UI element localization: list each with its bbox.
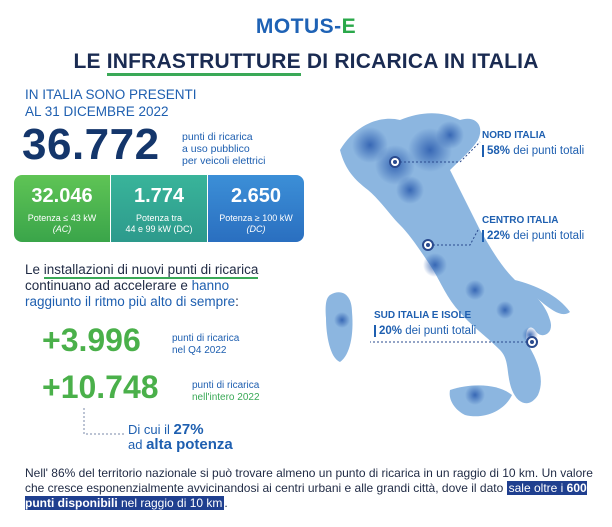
region-sud-pct: 20% [379,325,403,337]
total-charging-points: 36.772 [22,120,160,169]
total-desc-2: a uso pubblico [182,143,250,155]
power-box-line-1: Potenza tra [135,213,183,223]
footer-text [25,466,605,511]
sub-line-1a: Di cui il [128,422,174,437]
total-desc-3: per veicoli elettrici [182,155,266,167]
power-box-value: 2.650 [230,185,282,207]
power-box-line-1: Potenza ≥ 100 kW [219,213,293,223]
para-part-e: : [235,294,239,309]
power-box-line-2: 44 e 99 kW (DC) [125,224,193,234]
para-part-c: continuano ad accelerare e [25,278,192,293]
power-box-mid-dc [111,175,207,242]
logo-e: E [341,15,357,38]
power-box-high-dc [208,175,304,242]
footer-part-1: Nell' 86% del territorio nazionale si può trovare almeno un punto di ricarica in un raggio di 10 km. Un valore che cresce esponenzialmente avvicinandosi ai centri urbani e alle grandi città, dove il dato [25,466,593,495]
region-sud [374,310,476,337]
power-box-value: 1.774 [133,185,185,207]
region-centro-pct: 22% [487,230,511,242]
footer-hl-2: 600 punti disponibili [25,481,587,510]
stat-year-line-2: nell'intero 2022 [192,392,260,403]
growth-paragraph [25,262,280,310]
title-post: DI RICARICA IN ITALIA [300,50,539,73]
para-part-a: Le [25,262,44,277]
motus-e-logo: MOTUS-E [255,15,357,38]
stat-year-line-1: punti di ricarica [192,380,260,391]
footer-hl-1: sale oltre i [508,481,567,495]
region-nord-share [482,145,584,157]
region-nord [482,130,584,157]
footer-part-2: . [224,496,228,510]
power-box-label [208,213,304,235]
total-description [182,131,265,167]
stat-q4-value: +3.996 [42,322,141,358]
region-centro [482,215,584,242]
stat-year-value: +10.748 [42,369,159,405]
region-sud-txt: dei punti totali [402,325,477,337]
power-box-ac [14,175,110,242]
total-desc-1: punti di ricarica [182,131,253,143]
intro-line-1: IN ITALIA SONO PRESENTI [25,87,197,102]
power-box-value: 32.046 [31,185,93,207]
power-box-line-2: (AC) [52,224,72,234]
footer-hl-3: nel raggio di 10 km [117,496,223,510]
title-pre: LE [73,50,107,73]
power-box-line-1: Potenza ≤ 43 kW [27,213,97,223]
stat-q4-line-2: nel Q4 2022 [172,345,227,356]
sub-line-2a: ad [128,437,147,452]
region-centro-share [482,230,584,242]
high-power-pct: 27% [173,421,204,438]
sub-line-2b: alta potenza [146,436,233,453]
intro-text [25,86,197,120]
region-sud-name: SUD ITALIA E ISOLE [374,310,472,321]
para-part-b: installazioni di nuovi punti di ricarica [43,262,259,277]
region-nord-name: NORD ITALIA [482,130,546,141]
region-centro-txt: dei punti totali [510,230,585,242]
stat-year-label [192,380,260,404]
region-nord-txt: dei punti totali [510,145,585,157]
page-title [0,50,612,74]
title-underlined: INFRASTRUTTURE [107,50,301,76]
power-box-label [14,213,110,235]
para-part-d: hanno raggiunto il ritmo più alto di sempre [25,278,236,309]
stat-q4-label [172,333,239,357]
region-centro-name: CENTRO ITALIA [482,215,559,226]
power-box-label [111,213,207,235]
power-box-line-2: (DC) [246,224,266,234]
dotted-connector [80,408,130,440]
logo-text: MOTUS [255,15,335,38]
stat-q4-line-1: punti di ricarica [172,333,240,344]
intro-line-2: AL 31 DICEMBRE 2022 [25,104,169,119]
high-power-share [128,422,233,452]
region-nord-pct: 58% [487,145,511,157]
region-sud-share [374,325,476,337]
